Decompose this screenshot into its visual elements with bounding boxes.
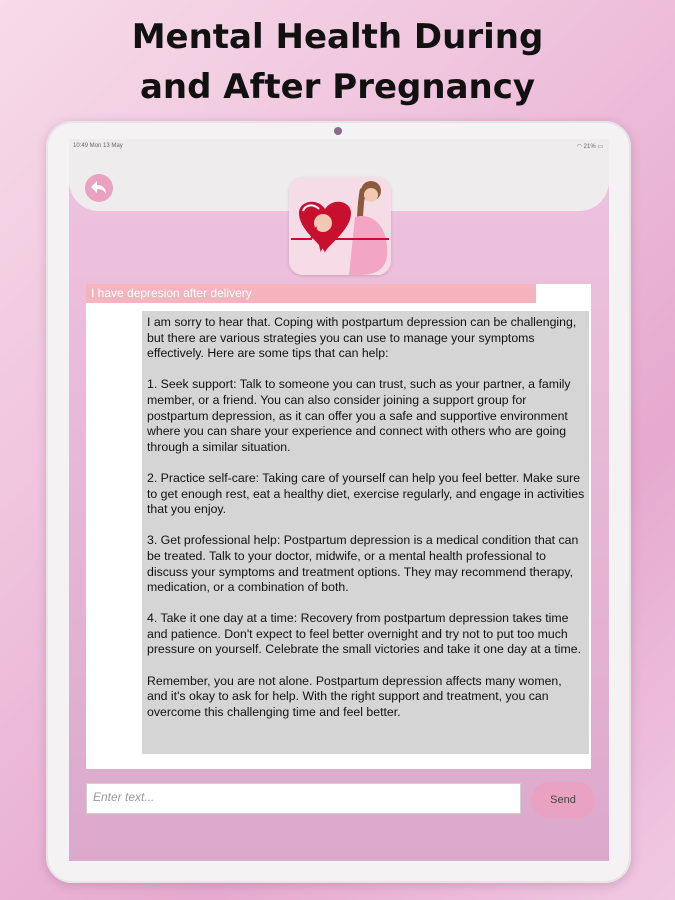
app-screen xyxy=(69,139,609,861)
battery-percent: 21% xyxy=(583,144,596,150)
back-button[interactable] xyxy=(85,174,113,202)
user-message: I have depresion after delivery xyxy=(86,284,536,303)
message-input[interactable]: Enter text... xyxy=(86,783,521,814)
app-logo xyxy=(289,177,391,275)
wifi-icon: ◠ xyxy=(576,144,584,150)
status-battery xyxy=(577,143,603,150)
promo-headline xyxy=(0,12,675,112)
status-time: 10:49 Mon 13 May xyxy=(73,143,123,149)
back-arrow-icon xyxy=(90,180,108,196)
heart-pregnancy-logo xyxy=(289,177,391,275)
headline-line-2: and After Pregnancy xyxy=(139,67,536,107)
bot-message: I am sorry to hear that. Coping with postpartum depression can be challenging, but there are various strategies you can use to manage your symptoms effectively. Here are some tips that can help: 1. Seek support: Talk to someone you can trust, such as your partner, a family member, or a friend. You can also consider joining a support group for postpartum depression, as it can offer you a safe and supportive environment where you can share your experience and connect with others who are going through a similar situation. 2. Practice self-care: Taking care of yourself can help you feel better. Make sure to get enough rest, eat a healthy diet, exercise regularly, and engage in activities that you enjoy. 3. Get professional help: Postpartum depression is a medical condition that can be treated. Talk to your doctor, midwife, or a mental health professional to discuss your symptoms and treatment options. They may recommend therapy, medication, or a combination of both. 4. Take it one day at a time: Recovery from postpartum depression takes time and patience. Don't expect to feel better overnight and try not to put too much pressure on yourself. Celebrate the small victories and take it one day at a time. Remember, you are not alone. Postpartum depression affects many women, and it's okay to ask for help. With the right support and treatment, you can overcome this challenging time and feel better. xyxy=(142,311,589,754)
tablet-frame xyxy=(46,121,631,883)
status-bar xyxy=(69,139,609,155)
camera-dot xyxy=(334,127,342,135)
send-button[interactable]: Send xyxy=(531,782,595,818)
headline-line-1: Mental Health During xyxy=(131,17,544,57)
battery-icon: ▭ xyxy=(597,144,603,150)
chat-area[interactable] xyxy=(86,284,591,769)
